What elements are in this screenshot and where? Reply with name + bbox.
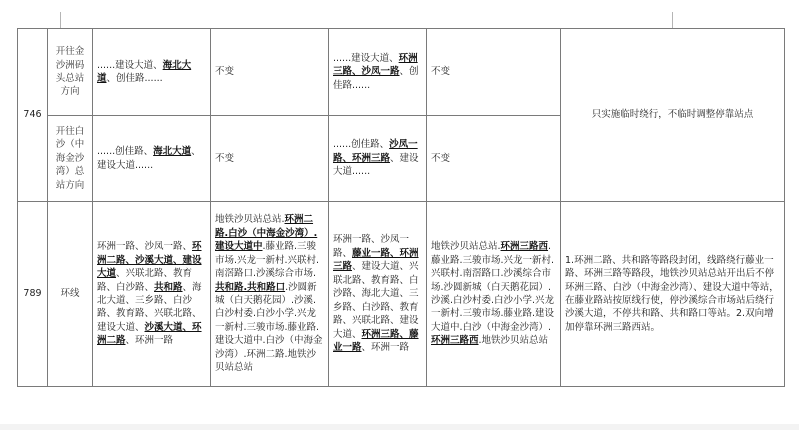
detour-road-highlight: 海北大道 xyxy=(153,146,192,158)
remark-cell: 1.环洲二路、共和路等路段封闭，线路绕行藤业一路、环洲三路等路段，地铁沙贝站总站开出后不停环洲三路、白沙（中海金沙湾）、建设大道中等站，在藤业路站按原线行使，停沙溪综合市场站后绕行沙溪大道，不停共和路、共和路口等站。2.双向增加停靠环洲三路西站。 xyxy=(561,202,785,387)
original-route-cell: 环洲一路、沙凤一路、环洲二路、沙溪大道、建设大道、兴联北路、教育路、白沙路、共和路、海北大道、三乡路、白沙路、教育路、兴联北路、建设大道、沙溪大道、环洲二路、环洲一路 xyxy=(93,202,211,387)
table-row xyxy=(18,202,785,387)
remark-cell: 只实施临时绕行，不临时调整停靠站点 xyxy=(561,29,785,202)
original-stops-cell: 不变 xyxy=(211,116,329,202)
table-row xyxy=(18,29,785,116)
affected-stop-highlight: 环洲三路西 xyxy=(431,335,479,347)
detour-road-highlight: 海北大道 xyxy=(97,59,192,84)
page-corner-mark-right xyxy=(664,12,673,29)
page-bottom-edge xyxy=(0,424,799,430)
page-corner-mark-left xyxy=(60,12,69,29)
new-stops-cell: 地铁沙贝站总站.环洲三路西.藤业路.三骏市场.兴龙一新村.兴联村.南滘路口.沙溪综合市场.沙圆新城（白天鹅花园）.沙溪.白沙村委.白沙小学.兴龙一新村.三骏市场.藤业路.建设大道中.白沙（中海金沙湾）.环洲三路西.地铁沙贝站总站 xyxy=(427,202,561,387)
detour-road-highlight: 沙溪大道、环洲二路 xyxy=(97,321,202,347)
original-route-cell: ......创佳路、海北大道、建设大道...... xyxy=(93,116,211,202)
new-stops-cell: 不变 xyxy=(427,29,561,116)
route-number: 789 xyxy=(23,288,42,300)
new-route-cell: 环洲一路、沙凤一路、藤业一路、环洲三路、建设大道、兴联北路、教育路、白沙路、海北大道、三乡路、白沙路、教育路、兴联北路、建设大道、环洲三路、藤业一路、环洲一路 xyxy=(329,202,427,387)
new-route-cell: ......创佳路、沙凤一路、环洲三路、建设大道...... xyxy=(329,116,427,202)
route-number: 746 xyxy=(23,109,42,121)
detour-road-highlight: 环洲三路、藤业一路 xyxy=(333,328,419,354)
route-number-cell xyxy=(18,202,48,387)
direction-cell: 开往白沙（中海金沙湾）总站方向 xyxy=(48,116,93,202)
new-stops-cell: 不变 xyxy=(427,116,561,202)
affected-stop-highlight: 共和路.共和路口 xyxy=(215,281,286,293)
detour-road-highlight: 环洲二路、沙溪大道、建设大道 xyxy=(97,241,202,280)
detour-road-highlight: 藤业一路、环洲三路 xyxy=(333,247,419,273)
affected-stop-highlight: 环洲二路.白沙（中海金沙湾）.建设大道中 xyxy=(215,214,318,253)
route-adjustment-table xyxy=(17,28,785,387)
original-route-cell: ......建设大道、海北大道、创佳路...... xyxy=(93,29,211,116)
original-stops-cell: 地铁沙贝站总站.环洲二路.白沙（中海金沙湾）.建设大道中.藤业路.三骏市场.兴龙一新村.兴联村.南滘路口.沙溪综合市场.共和路.共和路口.沙圆新城（白天鹅花园）.沙溪.白沙村委.白沙小学.兴龙一新村.三骏市场.藤业路.建设大道中.白沙（中海金沙湾）.环洲二路.地铁沙贝站总站 xyxy=(211,202,329,387)
affected-stop-highlight: 环洲三路西 xyxy=(500,241,549,253)
direction-cell: 开往金沙洲码头总站方向 xyxy=(48,29,93,116)
direction-cell: 环线 xyxy=(48,202,93,387)
detour-road-highlight: 共和路 xyxy=(154,281,183,293)
detour-road-highlight: 环洲三路、沙凤一路 xyxy=(333,52,418,78)
route-number-cell xyxy=(18,29,48,202)
new-route-cell: ......建设大道、环洲三路、沙凤一路、创佳路...... xyxy=(329,29,427,116)
original-stops-cell: 不变 xyxy=(211,29,329,116)
detour-road-highlight: 沙凤一路、环洲三路 xyxy=(333,139,418,164)
